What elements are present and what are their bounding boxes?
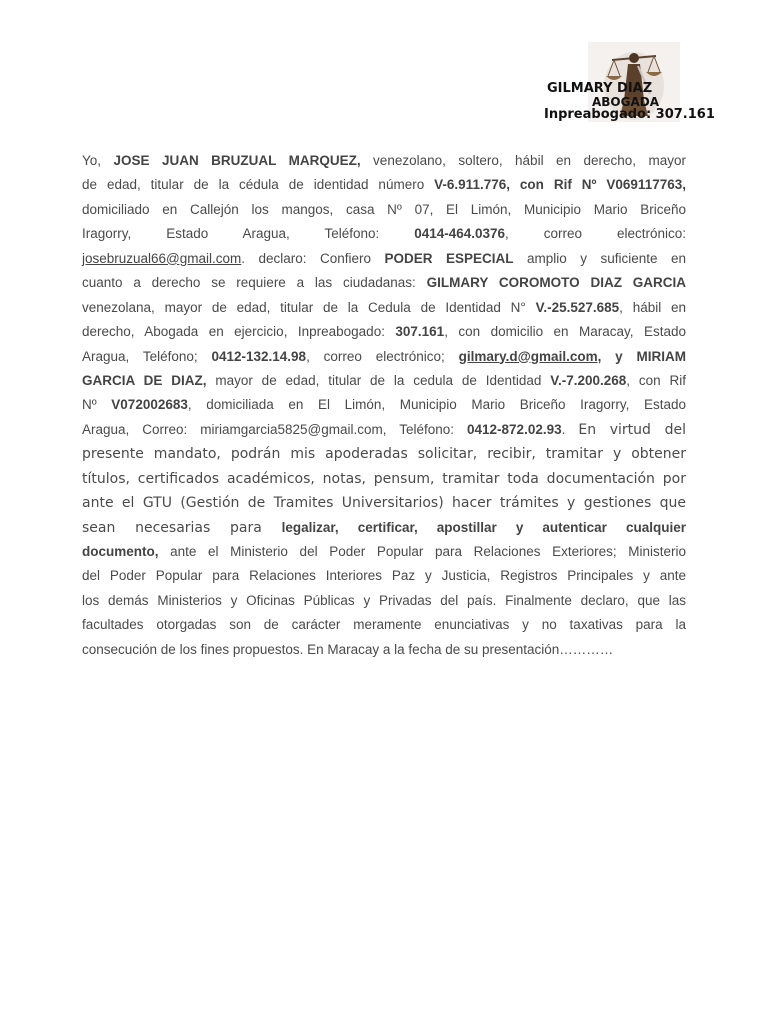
line-11: Nº V072002683, domiciliada en El Limón, Municipio Mario Briceño Iragorry, Estado: [82, 397, 686, 413]
line-21: consecución de los fines propuestos. En Maracay a la fecha de su presentación…………: [82, 641, 614, 657]
line-20: facultades otorgadas son de carácter meramente enunciativas y no taxativas para la: [82, 617, 686, 633]
line-19: los demás Ministerios y Oficinas Públicas y Privadas del país. Finalmente declaro, que las: [82, 592, 686, 608]
email-link[interactable]: josebruzual66@gmail.com: [82, 250, 242, 266]
line-5: josebruzual66@gmail.com. declaro: Confiero PODER ESPECIAL amplio y suficiente en: [82, 250, 686, 266]
header-title: ABOGADA: [592, 95, 660, 109]
line-1: Yo, JOSE JUAN BRUZUAL MARQUEZ, venezolano, soltero, hábil en derecho, mayor: [82, 153, 686, 168]
line-4: Iragorry, Estado Aragua, Teléfono: 0414-464.0376, correo electrónico:: [82, 226, 686, 242]
header-name: GILMARY DIAZ: [547, 81, 653, 96]
line-3: domiciliado en Callejón los mangos, casa Nº 07, El Limón, Municipio Mario Briceño: [82, 201, 686, 217]
line-8: derecho, Abogada en ejercicio, Inpreabogado: 307.161, con domicilio en Maracay, Estado: [82, 324, 686, 340]
line-14: títulos, certificados académicos, notas, pensum, tramitar toda documentación por: [82, 470, 686, 487]
line-12: Aragua, Correo: miriamgarcia5825@gmail.com, Teléfono: 0412-872.02.93. En virtud del: [82, 421, 686, 438]
email-link[interactable]: gilmary.d@gmail.com: [458, 348, 598, 364]
line-17: documento, ante el Ministerio del Poder Popular para Relaciones Exteriores; Ministerio: [82, 544, 686, 559]
line-7: venezolana, mayor de edad, titular de la Cedula de Identidad N° V.-25.527.685, hábil en: [82, 299, 686, 315]
line-16: sean necesarias para legalizar, certificar, apostillar y autenticar cualquier: [82, 519, 687, 536]
line-13: presente mandato, podrán mis apoderadas solicitar, recibir, tramitar y obtener: [82, 446, 686, 463]
line-6: cuanto a derecho se requiere a las ciudadanas: GILMARY COROMOTO DIAZ GARCIA: [82, 275, 686, 291]
line-15: ante el GTU (Gestión de Tramites Universitarios) hacer trámites y gestiones que: [82, 495, 686, 512]
line-10: GARCIA DE DIAZ, mayor de edad, titular de la cedula de Identidad V.-7.200.268, con Rif: [82, 372, 687, 388]
line-18: del Poder Popular para Relaciones Interiores Paz y Justicia, Registros Principales y ante: [82, 568, 686, 584]
document-body: [82, 149, 686, 662]
line-9: Aragua, Teléfono; 0412-132.14.98, correo electrónico; gilmary.d@gmail.com, y MIRIAM: [82, 348, 686, 364]
line-2: de edad, titular de la cédula de identidad número V-6.911.776, con Rif Nº V069117763,: [82, 177, 686, 193]
header-registration: Inpreabogado: 307.161: [544, 107, 715, 122]
